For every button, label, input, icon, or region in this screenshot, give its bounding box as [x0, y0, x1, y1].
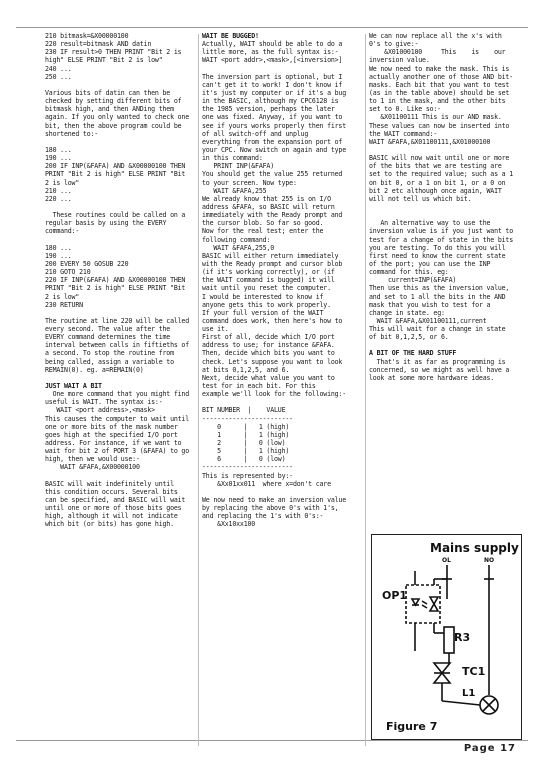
text-line: masks. Each bit that you want to test — [369, 80, 510, 89]
text-line: These values can now be inserted into — [369, 121, 510, 130]
resistor-r3 — [444, 627, 454, 653]
wire-to-lamp — [442, 701, 480, 705]
figure-title: Mains supply — [430, 541, 519, 555]
text-line: one or more bits of the mask number — [45, 422, 178, 431]
text-line — [45, 309, 197, 317]
text-line: on bit 0, or a 1 on bit 1, or a 0 on — [369, 178, 506, 187]
text-line: everything from the expansion port of — [202, 137, 343, 146]
text-line: The routine at line 220 will be called — [45, 316, 190, 325]
text-line: high, although it will not indicate — [45, 512, 178, 521]
text-line: high" ELSE PRINT "Bit 2 is low" — [45, 56, 163, 65]
text-line: One more command that you might find — [45, 390, 190, 399]
text-line: This causes the computer to wait until — [45, 414, 190, 423]
text-line: can't get it to work! I don't know if — [202, 80, 343, 89]
text-line: command:- — [45, 227, 80, 236]
text-line: will not tell us which bit. — [369, 194, 472, 203]
text-line: BIT NUMBER | VALUE — [202, 406, 286, 415]
text-line: every second. The value after the — [45, 325, 171, 334]
text-line: to your screen. Now type: — [202, 178, 297, 187]
text-line: to 1 in the mask, and the other bits — [369, 97, 506, 106]
text-line: An alternative way to use the — [369, 219, 491, 228]
text-line — [45, 138, 197, 146]
led-icon — [412, 599, 419, 605]
top-rule — [16, 27, 528, 28]
text-line: interval between calls in fiftieths of — [45, 341, 190, 350]
column-right — [369, 32, 527, 382]
text-line: 6 | 0 (low) — [202, 455, 286, 464]
text-line: (as in the table above) should be set — [369, 88, 510, 97]
text-line: Then, decide which bits you want to — [202, 349, 335, 358]
text-line: use it. — [202, 325, 229, 334]
text-line: change in state. eg: — [369, 308, 445, 317]
text-line: a second. To stop the routine from — [45, 349, 174, 358]
text-line: bitmask high, and then ANDing them — [45, 105, 174, 114]
text-line: being called, assign a variable to — [45, 357, 174, 366]
text-line: little more, as the full syntax is:- — [202, 48, 339, 57]
text-line: &X01100111 This is our AND mask. — [369, 113, 502, 122]
text-line: BASIC will either return immediately — [202, 251, 339, 260]
text-line: check. Let's suppose you want to look — [202, 357, 343, 366]
text-line: bit, then the above program could be — [45, 121, 182, 130]
section-heading: A BIT OF THE HARD STUFF — [369, 349, 457, 358]
text-line: 230 IF result>0 THEN PRINT "Bit 2 is — [45, 48, 182, 57]
text-line: BASIC will now wait until one or more — [369, 154, 510, 163]
text-line: the WAIT command is bugged) it will — [202, 276, 335, 285]
text-line: 0 | 1 (high) — [202, 422, 290, 431]
text-line: one was fixed. Anyway, if you want to — [202, 113, 343, 122]
figure-caption: Figure 7 — [386, 720, 438, 733]
text-line — [45, 472, 197, 480]
text-line: First of all, decide which I/O port — [202, 333, 335, 342]
text-line: 180 ... — [45, 145, 72, 154]
text-line: These routines could be called on a — [45, 211, 186, 220]
text-line: REMAIN(0). eg. a=REMAIN(0) — [45, 365, 144, 374]
text-line: useful is WAIT. The syntax is:- — [45, 398, 163, 407]
text-line: 190 ... — [45, 251, 72, 260]
text-line: this condition occurs. Several bits — [45, 487, 178, 496]
text-line: PRINT "Bit 2 is high" ELSE PRINT "Bit — [45, 284, 186, 293]
text-line: Now for the real test; enter the — [202, 227, 324, 236]
text-line: anyone gets this to work properly. — [202, 300, 331, 309]
column-divider-left — [198, 34, 199, 746]
text-line: goes high at the specified I/O port — [45, 430, 178, 439]
text-line: of the port; you can use the INP — [369, 259, 491, 268]
text-line: with the Ready prompt and cursor blob — [202, 259, 343, 268]
text-line: Next, decide what value you want to — [202, 373, 335, 382]
circuit-diagram — [372, 535, 521, 739]
text-line: WAIT <port address>,<mask> — [45, 406, 155, 415]
text-line: look at some more hardware ideas. — [369, 373, 495, 382]
text-line: 220 IF INP(&FAFA) AND &X00000100 THEN — [45, 276, 186, 285]
figure-7-circuit — [371, 534, 522, 740]
text-line: of all switch-off and unplug — [202, 129, 309, 138]
text-line: 0's to give:- — [369, 40, 419, 49]
text-line: and replacing the 1's with 0's:- — [202, 512, 324, 521]
text-line — [202, 488, 360, 496]
text-line: command for this. eg: — [369, 268, 449, 277]
text-line — [45, 236, 197, 244]
text-line: ------------------------ — [202, 414, 293, 423]
text-line: mask that you wish to test for a — [369, 300, 491, 309]
section-heading: WAIT BE BUGGED! — [202, 32, 259, 40]
text-line: We already know that 255 is on I/O — [202, 194, 331, 203]
text-line: The inversion part is optional, but I — [202, 72, 343, 81]
text-line — [369, 203, 527, 211]
text-line — [45, 81, 197, 89]
text-line: 210 ... — [45, 186, 72, 195]
bottom-rule — [16, 740, 528, 741]
text-line: wait until you reset the computer. — [202, 284, 331, 293]
text-line: 2 is low" — [45, 178, 80, 187]
text-line: EVERY command determines the time — [45, 333, 171, 342]
text-line: 200 EVERY 50 GOSUB 220 — [45, 259, 129, 268]
text-line: example we'll look for the following:- — [202, 390, 347, 399]
text-line: 210 bitmask=&X00000100 — [45, 32, 129, 40]
text-line — [202, 398, 360, 406]
label-l1: L1 — [462, 688, 476, 699]
text-line: 210 GOTO 210 — [45, 268, 91, 277]
text-line: 200 IF INP(&FAFA) AND &X00000100 THEN — [45, 162, 186, 171]
column-divider-right — [365, 34, 366, 746]
text-line: WAIT <port addr>,<mask>,[<inversion>] — [202, 56, 343, 65]
label-no: NO — [484, 557, 495, 564]
text-line: I would be interested to know if — [202, 292, 324, 301]
text-line: your CPC. Now switch on again and type — [202, 145, 347, 154]
text-line: &Xx01xx011 where x=don't care — [202, 479, 331, 488]
text-line: 5 | 1 (high) — [202, 447, 290, 456]
text-line: 220 result=bitmask AND datin — [45, 40, 152, 49]
light-arrows-icon — [422, 601, 427, 608]
text-line: &X01000100 This is our — [369, 48, 506, 57]
text-line: it's just my computer or if it's a bug — [202, 88, 347, 97]
text-line: in this command: — [202, 154, 263, 163]
text-line: 250 ... — [45, 72, 72, 81]
text-line: 240 ... — [45, 64, 72, 73]
label-ol: OL — [442, 557, 451, 564]
text-line: immediately with the Ready prompt and — [202, 211, 343, 220]
text-line: WAIT &FAFA,255,0 — [202, 243, 275, 252]
column-left — [45, 32, 197, 529]
text-line: If your full version of the WAIT — [202, 308, 324, 317]
triac-icon — [434, 663, 450, 673]
text-line: WAIT &FAFA,&X00000100 — [45, 463, 140, 472]
text-line: concerned, so we might as well have a — [369, 365, 510, 374]
diac-icon-lower — [430, 604, 438, 611]
text-line: Various bits of datin can then be — [45, 88, 171, 97]
text-line: bit 2 etc although once again, WAIT — [369, 186, 502, 195]
text-line: We can now replace all the x's with — [369, 32, 502, 40]
text-line: shortened to:- — [45, 129, 99, 138]
text-line: first need to know the current state — [369, 251, 506, 260]
text-line: set to the required value; such as a 1 — [369, 170, 514, 179]
text-line: That's it as far as programming is — [369, 357, 506, 366]
label-tc1: TC1 — [462, 665, 486, 678]
text-line: 190 ... — [45, 154, 72, 163]
text-line: address &FAFA, so BASIC will return — [202, 202, 335, 211]
text-line — [45, 203, 197, 211]
section-heading: JUST WAIT A BIT — [45, 382, 102, 391]
page-number: Page 17 — [463, 743, 516, 754]
text-line: 180 ... — [45, 243, 72, 252]
text-line: checked by setting different bits of — [45, 97, 182, 106]
text-line: inversion value is if you just want to — [369, 227, 514, 236]
text-line: 230 RETURN — [45, 300, 83, 309]
text-line — [369, 341, 527, 349]
text-line — [369, 146, 527, 154]
text-line: address to use; for instance &FAFA. — [202, 341, 335, 350]
label-r3: R3 — [454, 631, 471, 644]
text-line: We now need to make an inversion value — [202, 496, 347, 505]
text-line: again. If you only wanted to check one — [45, 113, 190, 122]
text-line: current=INP(&FAFA) — [369, 276, 457, 285]
text-line: This is represented by:- — [202, 471, 293, 480]
text-line: 1 | 1 (high) — [202, 430, 290, 439]
text-line: set to 0. Like so:- — [369, 105, 442, 114]
text-line: following command: — [202, 235, 271, 244]
text-line: 220 ... — [45, 194, 72, 203]
text-line: WAIT &FAFA,&X01100111,&X01000100 — [369, 137, 491, 146]
text-line: you are testing. To do this you will — [369, 243, 506, 252]
text-line: This will wait for a change in state — [369, 325, 506, 334]
text-line: inversion value. — [369, 56, 430, 65]
text-line — [202, 65, 360, 73]
text-line: We now need to make the mask. This is — [369, 64, 510, 73]
text-line: test for in each bit. For this — [202, 382, 316, 391]
text-line: ------------------------ — [202, 463, 293, 472]
text-line: can be specified, and BASIC will wait — [45, 496, 186, 505]
text-line: address. For instance, if we want to — [45, 439, 182, 448]
text-line: the WAIT command:- — [369, 129, 438, 138]
text-line: WAIT &FAFA,255 — [202, 186, 267, 195]
text-line — [369, 211, 527, 219]
text-line: of bit 0,1,2,5, or 6. — [369, 333, 449, 342]
label-op1: OP1 — [382, 589, 408, 602]
text-line: Actually, WAIT should be able to do a — [202, 40, 343, 49]
triac-icon-lower — [434, 673, 450, 683]
column-middle — [202, 32, 360, 529]
text-line: and set to 1 all the bits in the AND — [369, 292, 506, 301]
text-line: actually another one of those AND bit- — [369, 72, 514, 81]
text-line: until one or more of those bits goes — [45, 504, 182, 513]
text-line — [45, 374, 197, 382]
text-line: WAIT &FAFA,&X01100111,current — [369, 316, 487, 325]
text-line: of the bits that we are testing are — [369, 162, 502, 171]
text-line: wait for bit 2 of PORT 3 (&FAFA) to go — [45, 447, 190, 456]
text-line: in the BASIC, although my CPC6128 is — [202, 97, 339, 106]
text-line: the cursor blob. So far so good. — [202, 219, 324, 228]
text-line: command does work, then here's how to — [202, 316, 343, 325]
text-line: regular basis by using the EVERY — [45, 219, 167, 228]
text-line: PRINT INP(&FAFA) — [202, 162, 275, 171]
text-line: (if it's working correctly), or (if — [202, 268, 335, 277]
text-line: 2 is low" — [45, 292, 80, 301]
text-line: high, then we would use:- — [45, 455, 140, 464]
text-line: which bit (or bits) has gone high. — [45, 520, 174, 529]
text-line: 2 | 0 (low) — [202, 439, 286, 448]
text-line: see if yours works properly then first — [202, 121, 347, 130]
text-line: at bits 0,1,2,5, and 6. — [202, 365, 290, 374]
text-line: test for a change of state in the bits — [369, 235, 514, 244]
text-line: &Xx10xx100 — [202, 520, 256, 529]
text-line: by replacing the above 0's with 1's, — [202, 504, 339, 513]
text-line: You should get the value 255 returned — [202, 170, 343, 179]
text-line: Then use this as the inversion value, — [369, 284, 510, 293]
text-line: PRINT "Bit 2 is high" ELSE PRINT "Bit — [45, 170, 186, 179]
text-line: the 1985 version, perhaps the later — [202, 105, 335, 114]
text-line: BASIC will wait indefinitely until — [45, 479, 174, 488]
